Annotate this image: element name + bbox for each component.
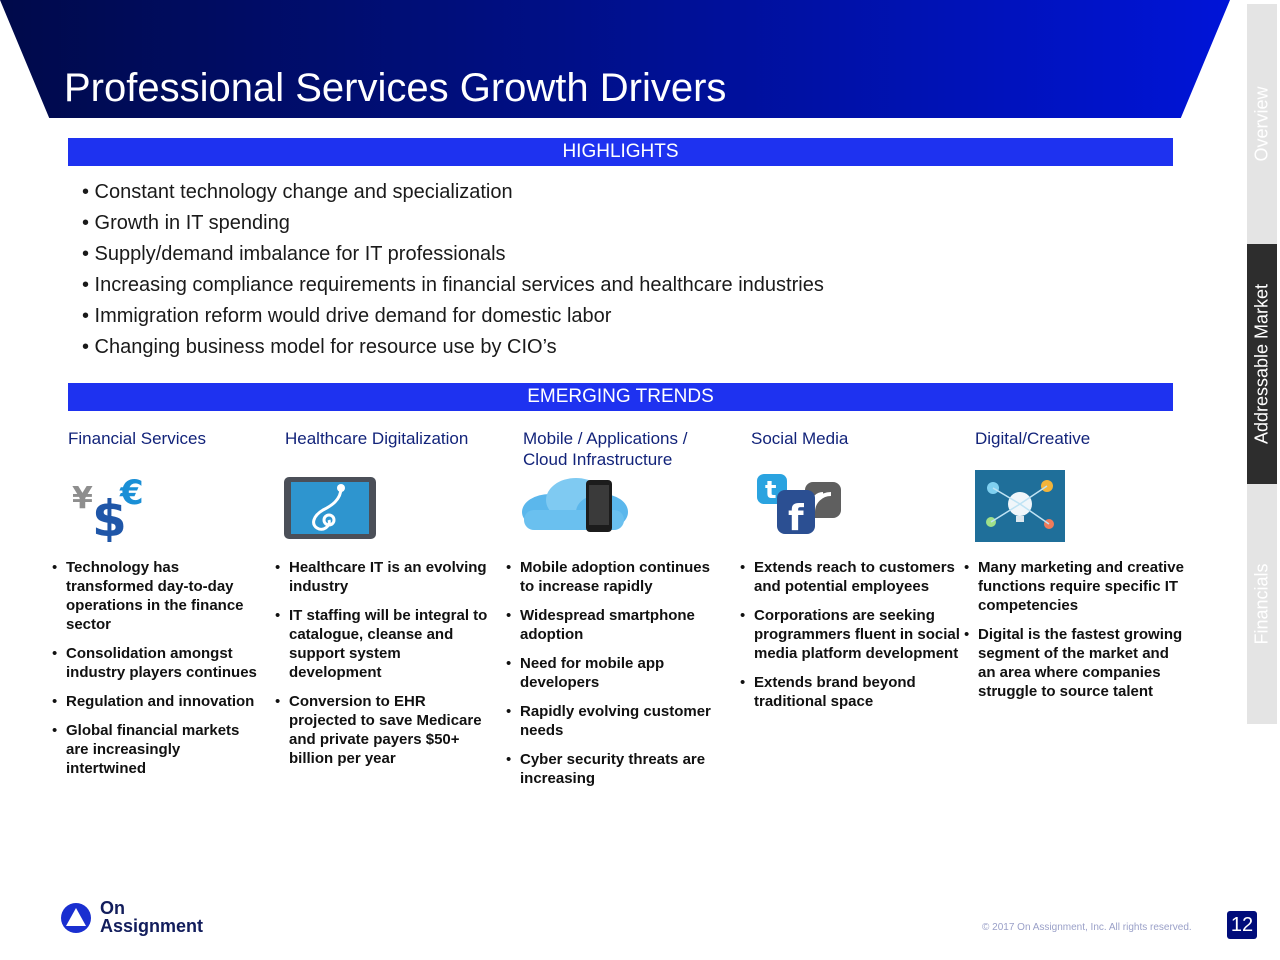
cloud-phone-icon [520, 474, 630, 541]
digital-creative-icon [975, 470, 1065, 547]
tab-addressable-market[interactable] [1247, 244, 1277, 487]
page-number: 12 [1227, 911, 1257, 939]
list-item: • Regulation and innovation [52, 692, 264, 711]
col-title-digital-creative: Digital/Creative [975, 429, 1091, 448]
highlight-item: • Supply/demand imbalance for IT professionals [82, 243, 506, 265]
tab-financials-label: Financials [1251, 563, 1272, 645]
highlights-list [82, 178, 824, 364]
col-title-financial-services: Financial Services [68, 429, 206, 448]
col-title-mobile: Mobile / Applications / Cloud Infrastructure [523, 429, 688, 469]
company-logo-icon [60, 902, 94, 939]
highlight-item: • Changing business model for resource use by CIO’s [82, 336, 557, 358]
list-item: • Technology has transformed day-to-day operations in the finance sector [52, 558, 264, 634]
bullets-digital-creative [964, 558, 1184, 711]
highlight-item: • Constant technology change and specialization [82, 181, 513, 203]
tab-overview[interactable] [1247, 4, 1277, 247]
list-item: • IT staffing will be integral to catalogue, cleanse and support system development [275, 606, 497, 682]
svg-text:€: € [120, 473, 144, 513]
svg-text:$: $ [92, 490, 127, 542]
side-tabs [1247, 4, 1277, 724]
highlight-item: • Increasing compliance requirements in financial services and healthcare industries [82, 274, 824, 296]
list-item: • Rapidly evolving customer needs [506, 702, 726, 740]
logo-line-1: On [100, 898, 125, 918]
bullets-healthcare [275, 558, 497, 778]
social-media-icon [755, 472, 845, 543]
list-item: • Global financial markets are increasingly intertwined [52, 721, 264, 778]
list-item: • Corporations are seeking programmers fluent in social media platform development [740, 606, 962, 663]
tab-addressable-market-label: Addressable Market [1251, 283, 1272, 445]
list-item: • Widespread smartphone adoption [506, 606, 726, 644]
svg-text:f: f [788, 498, 804, 538]
svg-text:¥: ¥ [72, 481, 93, 516]
highlight-item: • Immigration reform would drive demand for domestic labor [82, 305, 612, 327]
bullets-mobile [506, 558, 726, 798]
bullets-financial-services [52, 558, 264, 788]
list-item: • Cyber security threats are increasing [506, 750, 726, 788]
currency-icon [68, 470, 152, 547]
svg-text:t: t [765, 476, 777, 504]
copyright: © 2017 On Assignment, Inc. All rights reserved. [982, 922, 1192, 933]
list-item: • Mobile adoption continues to increase rapidly [506, 558, 726, 596]
tablet-stethoscope-icon [283, 476, 378, 545]
logo-line-2: Assignment [100, 916, 204, 936]
col-title-social-media: Social Media [751, 429, 849, 448]
company-logo-text [100, 899, 203, 935]
emerging-trends-heading: EMERGING TRENDS [68, 383, 1173, 411]
list-item: • Many marketing and creative functions require specific IT competencies [964, 558, 1184, 615]
list-item: • Consolidation amongst industry players continues [52, 644, 264, 682]
list-item: • Conversion to EHR projected to save Medicare and private payers $50+ billion per year [275, 692, 497, 768]
bullets-social-media [740, 558, 962, 721]
list-item: • Need for mobile app developers [506, 654, 726, 692]
col-title-healthcare: Healthcare Digitalization [285, 429, 469, 448]
list-item: • Digital is the fastest growing segment of the market and an area where companies struggle to source talent [964, 625, 1184, 701]
page-title: Professional Services Growth Drivers [64, 66, 727, 110]
highlights-heading: HIGHLIGHTS [68, 138, 1173, 166]
highlight-item: • Growth in IT spending [82, 212, 290, 234]
list-item: • Extends brand beyond traditional space [740, 673, 962, 711]
tab-overview-label: Overview [1251, 86, 1272, 162]
list-item: • Extends reach to customers and potential employees [740, 558, 962, 596]
list-item: • Healthcare IT is an evolving industry [275, 558, 497, 596]
tab-financials[interactable] [1247, 484, 1277, 727]
